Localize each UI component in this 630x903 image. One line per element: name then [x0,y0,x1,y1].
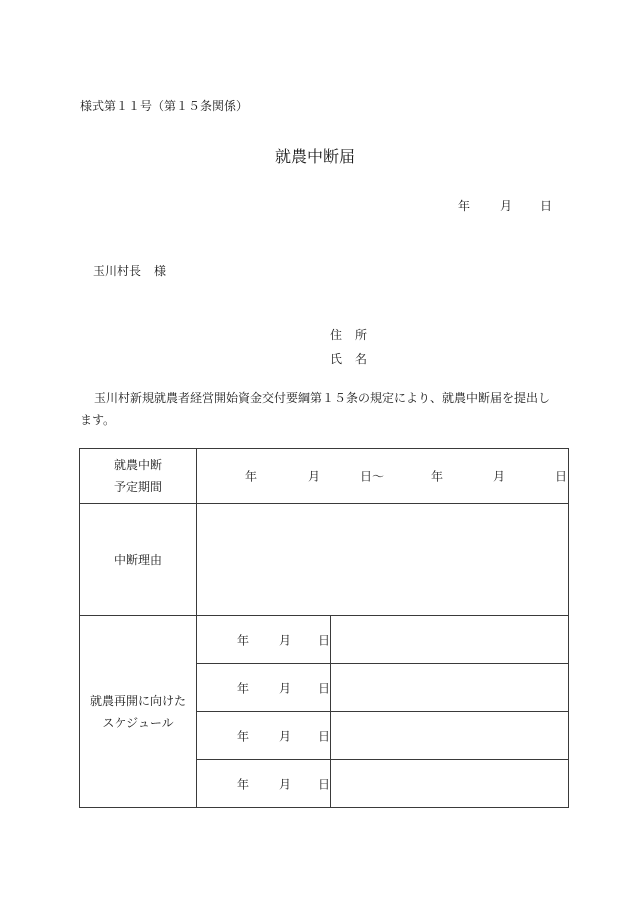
schedule-detail[interactable] [331,664,569,712]
schedule-detail[interactable] [331,712,569,760]
date-year: 年 [458,199,471,213]
period-row [80,449,569,504]
document-title: 就農中断届 [274,147,355,166]
schedule-row [80,616,569,664]
reason-label: 中断理由 [80,504,197,616]
schedule-detail[interactable] [331,760,569,808]
period-start-month: 月 [308,469,321,484]
schedule-date[interactable]: 年 月 日 [197,664,331,712]
period-start-day: 日〜 [360,469,385,484]
period-label: 就農中断 予定期間 [80,449,197,504]
period-start-year: 年 [245,469,258,484]
period-end-day: 日 [555,469,568,484]
reason-row [80,504,569,616]
date-month: 月 [500,199,513,213]
addressee-honorific: 様 [154,264,167,278]
body-text: 玉川村新規就農者経営開始資金交付要綱第１５条の規定により、就農中断届を提出します。 [80,391,551,427]
schedule-date[interactable]: 年 月 日 [197,712,331,760]
schedule-date[interactable]: 年 月 日 [197,760,331,808]
schedule-label: 就農再開に向けた スケジュール [80,616,197,808]
period-end-year: 年 [431,469,444,484]
form-number: 様式第１１号（第１５条関係） [80,99,249,113]
addressee [93,262,166,279]
form-table [79,448,569,808]
period-end-month: 月 [493,469,506,484]
applicant-address-label: 住 所 [330,328,368,342]
date-day: 日 [540,199,553,213]
schedule-detail[interactable] [331,616,569,664]
applicant-name-label: 氏 名 [330,352,368,366]
schedule-date[interactable]: 年 月 日 [197,616,331,664]
addressee-name: 玉川村長 [93,264,142,278]
period-dates[interactable] [197,449,569,504]
reason-field[interactable] [197,504,569,616]
